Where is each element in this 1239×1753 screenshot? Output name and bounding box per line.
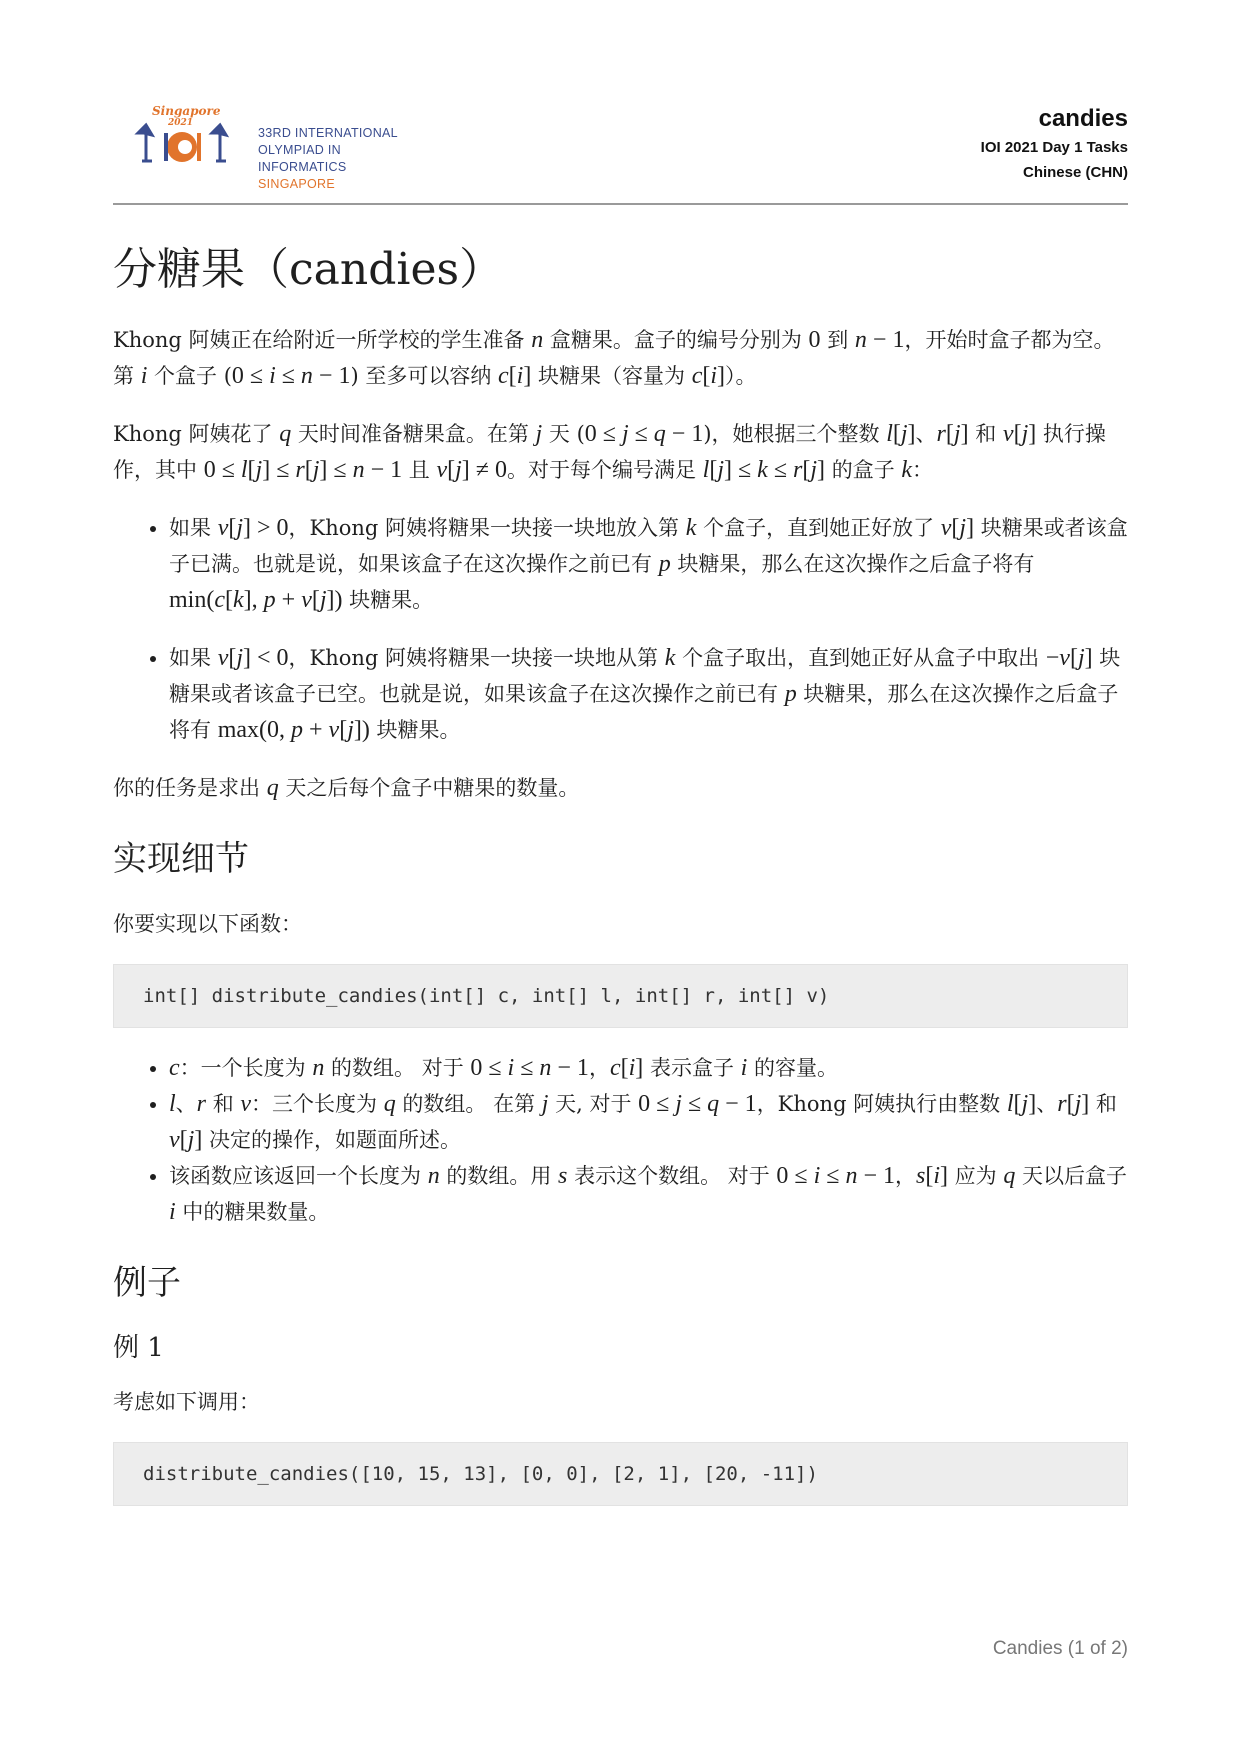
logo-line-3: SINGAPORE bbox=[258, 177, 336, 191]
logo-script: Singapore bbox=[152, 104, 221, 118]
heading-implementation: 实现细节 bbox=[113, 839, 249, 879]
task-info bbox=[981, 103, 1128, 185]
param-c: • c：一个长度为 n 的数组。 对于 0 ≤ i ≤ n − 1，c[i] 表示盒子 i 的容量。 bbox=[169, 1050, 1128, 1086]
paragraph-example-intro: 考虑如下调用： bbox=[113, 1390, 260, 1414]
ioi-logo-graphic bbox=[130, 103, 250, 183]
paragraph-intro: Khong 阿姨正在给附近一所学校的学生准备 n 盒糖果。盒子的编号分别为 0 到 n − 1，开始时盒子都为空。第 i 个盒子 (0 ≤ i ≤ n − 1) 至多可以容纳 c[i] 块糖果（容量为 c[i]）。 bbox=[113, 327, 1115, 389]
contest-name: IOI 2021 Day 1 Tasks bbox=[980, 139, 1128, 156]
heading-example-1: 例 1 bbox=[113, 1333, 164, 1363]
page-footer: Candies (1 of 2) bbox=[992, 1638, 1128, 1659]
logo-line-1: 33RD INTERNATIONAL bbox=[258, 126, 398, 140]
page-title: 分糖果（candies） bbox=[113, 244, 504, 295]
logo-line-2: OLYMPIAD IN INFORMATICS bbox=[258, 143, 347, 174]
page-header bbox=[113, 95, 1128, 205]
operation-rules bbox=[113, 510, 1128, 748]
ioi-logo bbox=[130, 103, 420, 191]
rule-add: • 如果 v[j] > 0，Khong 阿姨将糖果一块接一块地放入第 k 个盒子，直到她正好放了 v[j] 块糖果或者该盒子已满。也就是说，如果该盒子在这次操作之前已有 p 块糖果，那么在这次操作之后盒子将有 min(c[k], p + v[j]) 块糖果。 bbox=[169, 510, 1128, 618]
document-body bbox=[113, 240, 1128, 1528]
task-language: Chinese (CHN) bbox=[1022, 164, 1128, 181]
rule-remove: • 如果 v[j] < 0，Khong 阿姨将糖果一块接一块地从第 k 个盒子取出，直到她正好从盒子中取出 −v[j] 块糖果或者该盒子已空。也就是说，如果该盒子在这次操作之前已有 p 块糖果，那么在这次操作之后盒子将有 max(0, p + v[j]) 块糖果。 bbox=[169, 640, 1128, 748]
param-return: • 该函数应该返回一个长度为 n 的数组。用 s 表示这个数组。 对于 0 ≤ i ≤ n − 1，s[i] 应为 q 天以后盒子 i 中的糖果数量。 bbox=[169, 1158, 1128, 1230]
paragraph-task: 你的任务是求出 q 天之后每个盒子中糖果的数量。 bbox=[113, 775, 580, 801]
paragraph-implement-call: 你要实现以下函数： bbox=[113, 912, 302, 936]
logo-year: 2021 bbox=[168, 118, 194, 128]
code-signature: int[] distribute_candies(int[] c, int[] l, int[] r, int[] v) bbox=[113, 964, 1128, 1028]
parameter-list bbox=[113, 1050, 1128, 1230]
logo-text bbox=[258, 125, 420, 193]
task-name: candies bbox=[1038, 105, 1128, 132]
paragraph-operations: Khong 阿姨花了 q 天时间准备糖果盒。在第 j 天 (0 ≤ j ≤ q − 1)，她根据三个整数 l[j]、r[j] 和 v[j] 执行操作，其中 0 ≤ l[j] ≤ r[j] ≤ n − 1 且 v[j] ≠ 0。对于每个编号满足 l[j] ≤ k ≤ r[j] 的盒子 k： bbox=[113, 421, 1106, 483]
heading-examples: 例子 bbox=[113, 1263, 181, 1303]
code-example-call: distribute_candies([10, 15, 13], [0, 0], [2, 1], [20, -11]) bbox=[113, 1442, 1128, 1506]
param-lrv: • l、r 和 v：三个长度为 q 的数组。 在第 j 天, 对于 0 ≤ j ≤ q − 1，Khong 阿姨执行由整数 l[j]、r[j] 和 v[j] 决定的操作，如题面所述。 bbox=[169, 1086, 1128, 1158]
